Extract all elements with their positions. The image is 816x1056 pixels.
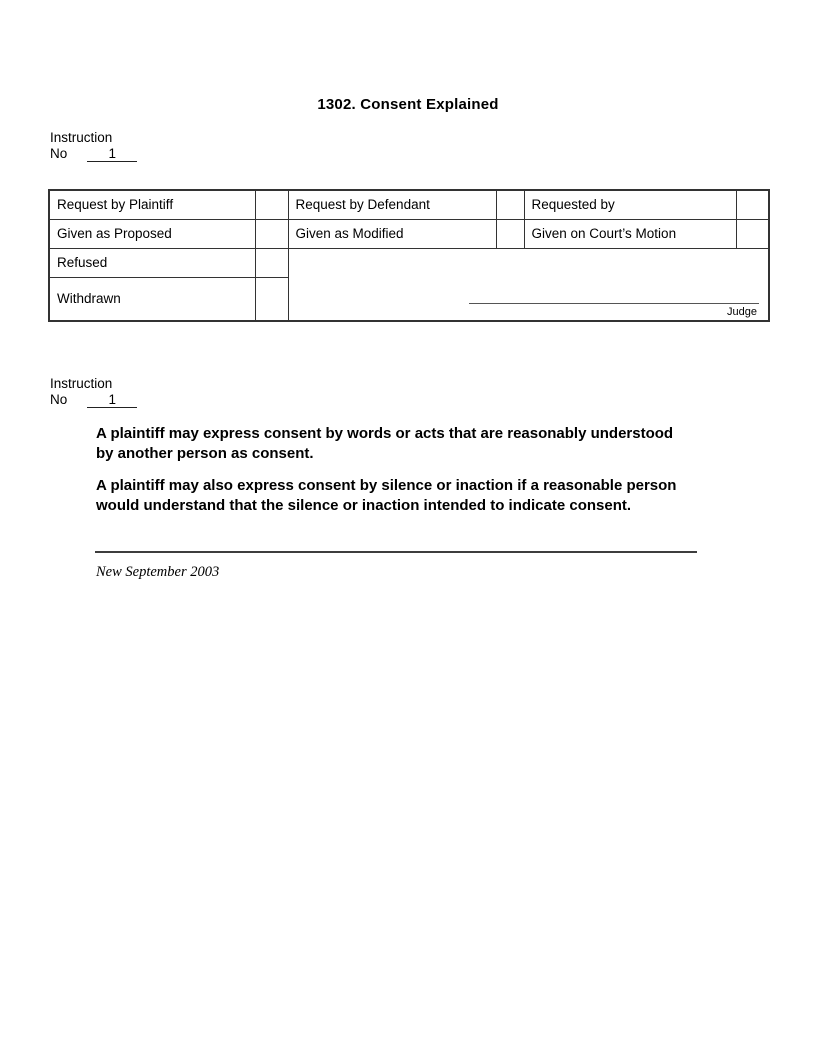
cell-given-on-courts-motion: Given on Court’s Motion [524, 219, 736, 248]
checkbox-cell-requested-by[interactable] [736, 190, 769, 219]
table-row [49, 248, 769, 277]
instruction-paragraph-1 [96, 424, 756, 463]
instruction-label: Instruction [50, 376, 113, 391]
cell-refused: Refused [49, 248, 255, 277]
no-label: No [50, 146, 68, 161]
checkbox-cell-request-by-plaintiff[interactable] [255, 190, 288, 219]
table-row [49, 219, 769, 248]
paragraph-line: A plaintiff may express consent by words or acts that are reasonably understood [96, 425, 674, 442]
checkbox-cell-given-as-proposed[interactable] [255, 219, 288, 248]
instruction-label: Instruction [50, 130, 113, 145]
paragraph-line: A plaintiff may also express consent by silence or inaction if a reasonable person [96, 477, 677, 494]
judge-signature-line[interactable] [469, 303, 759, 304]
instruction-status-table [48, 189, 770, 322]
paragraph-line: would understand that the silence or inaction intended to indicate consent. [96, 496, 632, 514]
revision-note: New September 2003 [96, 564, 220, 580]
footer-divider [95, 551, 697, 553]
instruction-number-block-top [50, 130, 137, 162]
judge-signature-cell [288, 248, 769, 321]
judge-label: Judge [727, 306, 757, 318]
checkbox-cell-refused[interactable] [255, 248, 288, 277]
checkbox-cell-request-by-defendant[interactable] [496, 190, 524, 219]
cell-given-as-modified: Given as Modified [288, 219, 496, 248]
cell-given-as-proposed: Given as Proposed [49, 219, 255, 248]
cell-request-by-defendant: Request by Defendant [288, 190, 496, 219]
checkbox-cell-withdrawn[interactable] [255, 277, 288, 321]
table-row [49, 190, 769, 219]
instruction-paragraph-2 [96, 476, 756, 515]
no-label: No [50, 392, 68, 407]
paragraph-line: by another person as consent. [96, 444, 314, 462]
instruction-text [96, 424, 756, 528]
cell-withdrawn: Withdrawn [49, 277, 255, 321]
page-title: 1302. Consent Explained [317, 96, 499, 113]
instruction-number-field[interactable]: 1 [87, 392, 137, 408]
checkbox-cell-given-on-courts-motion[interactable] [736, 219, 769, 248]
instruction-number-field[interactable]: 1 [87, 146, 137, 162]
checkbox-cell-given-as-modified[interactable] [496, 219, 524, 248]
instruction-number-block-bottom [50, 376, 137, 408]
cell-requested-by: Requested by [524, 190, 736, 219]
cell-request-by-plaintiff: Request by Plaintiff [49, 190, 255, 219]
